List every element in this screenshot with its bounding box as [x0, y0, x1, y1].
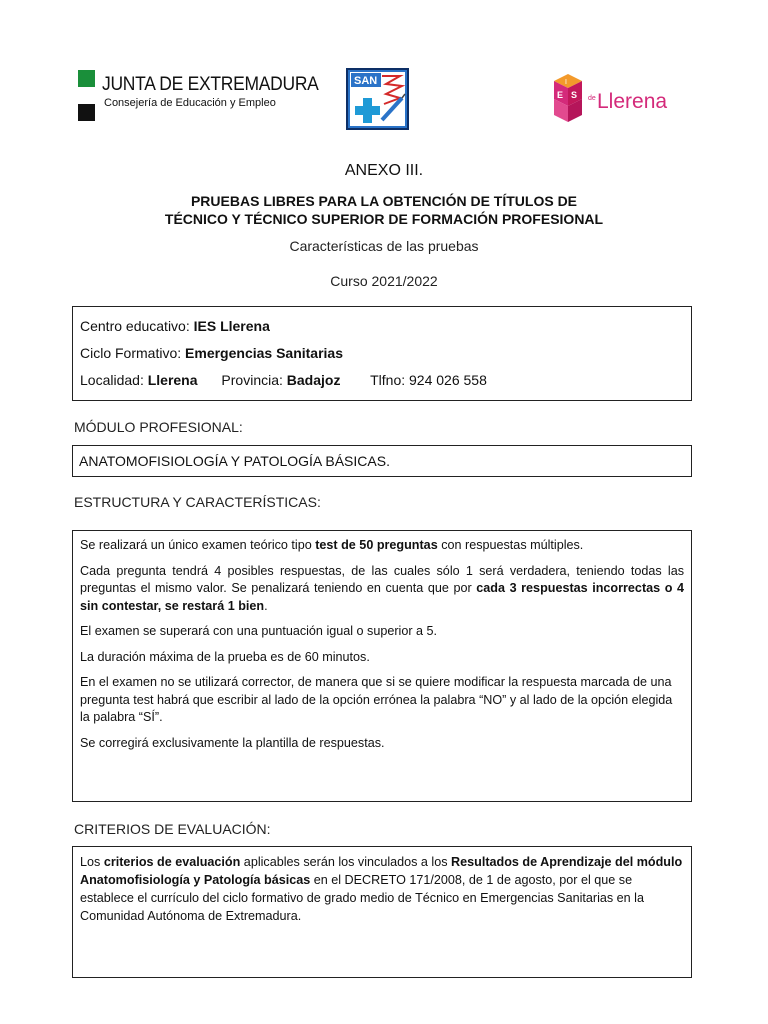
junta-extremadura-logo [78, 70, 319, 120]
structure-paragraph-4: La duración máxima de la prueba es de 60 minutos. [80, 649, 370, 664]
center-info-box [72, 306, 692, 401]
ciclo-value: Emergencias Sanitarias [185, 345, 344, 361]
main-heading-line1: PRUEBAS LIBRES PARA LA OBTENCIÓN DE TÍTULOS DE [190, 193, 578, 209]
structure-box [72, 530, 692, 802]
structure-paragraph-1: Se realizará un único examen teórico tipo test de 50 preguntas con respuestas múltiples. [80, 538, 584, 552]
junta-title: JUNTA DE EXTREMADURA [102, 74, 319, 95]
module-label: MÓDULO PROFESIONAL: [74, 419, 243, 435]
telefono: Tlfno: 924 026 558 [370, 372, 487, 388]
san-text: SAN [354, 75, 378, 87]
svg-text:I: I [565, 79, 567, 86]
structure-paragraph-3: El examen se superará con una puntuación igual o superior a 5. [80, 624, 438, 638]
course-year: Curso 2021/2022 [330, 273, 438, 289]
centro-row: Centro educativo: IES Llerena [80, 318, 270, 334]
san-logo [346, 68, 409, 130]
module-name: ANATOMOFISIOLOGÍA Y PATOLOGÍA BÁSICAS. [79, 453, 390, 469]
ciclo-row: Ciclo Formativo: Emergencias Sanitarias [80, 345, 344, 361]
ies-de-text: de [588, 95, 596, 102]
structure-paragraph-6: Se corregirá exclusivamente la plantilla de respuestas. [80, 735, 385, 750]
green-square-icon [78, 70, 95, 87]
criteria-paragraph: Los criterios de evaluación aplicables serán los vinculados a los Resultados de Aprendizaje del módulo Anatomofisiología y Patología básicas en el DECRETO 171/2008, de 1 de agosto, por el que se establece el currículo del ciclo formativo de grado medio de Técnico en Emergencias Sanitarias en la Comunidad Autónoma de Extremadura. [80, 855, 683, 923]
localidad-value: Llerena [147, 372, 198, 388]
svg-text:S: S [571, 90, 578, 100]
structure-paragraph-2: Cada pregunta tendrá 4 posibles respuestas, de las cuales sólo 1 será verdadera, teniendo todas las preguntas el mismo valor. Se penalizará teniendo en cuenta que por cada 3 respuestas incorrectas o 4 sin contestar, se restará 1 bien. [80, 563, 685, 613]
main-heading-line2: TÉCNICO Y TÉCNICO SUPERIOR DE FORMACIÓN PROFESIONAL [164, 211, 604, 227]
criteria-label: CRITERIOS DE EVALUACIÓN: [74, 821, 271, 837]
structure-paragraph-5: En el examen no se utilizará corrector, de manera que si se quiere modificar la respuesta marcada de una pregunta test habrá que escribir al lado de la opción errónea la palabra “NO” y al lado de la opción elegida la palabra “SÍ”. [80, 675, 673, 724]
subtitle: Características de las pruebas [289, 238, 479, 254]
structure-label: ESTRUCTURA Y CARACTERÍSTICAS: [74, 494, 321, 510]
svg-text:E: E [557, 90, 564, 100]
annex-title: ANEXO III. [344, 162, 424, 179]
centro-value: IES Llerena [193, 318, 270, 334]
module-name-box [72, 445, 692, 477]
ies-llerena-logo [548, 72, 688, 127]
criteria-box [72, 846, 692, 978]
ies-name-text: Llerena [597, 90, 668, 113]
localidad-row: Localidad: Llerena Provincia: Badajoz Tlfno: 924 026 558 [80, 372, 487, 388]
provincia-value: Badajoz [286, 372, 341, 388]
junta-subtitle: Consejería de Educación y Empleo [104, 97, 276, 109]
black-square-icon [78, 104, 95, 121]
